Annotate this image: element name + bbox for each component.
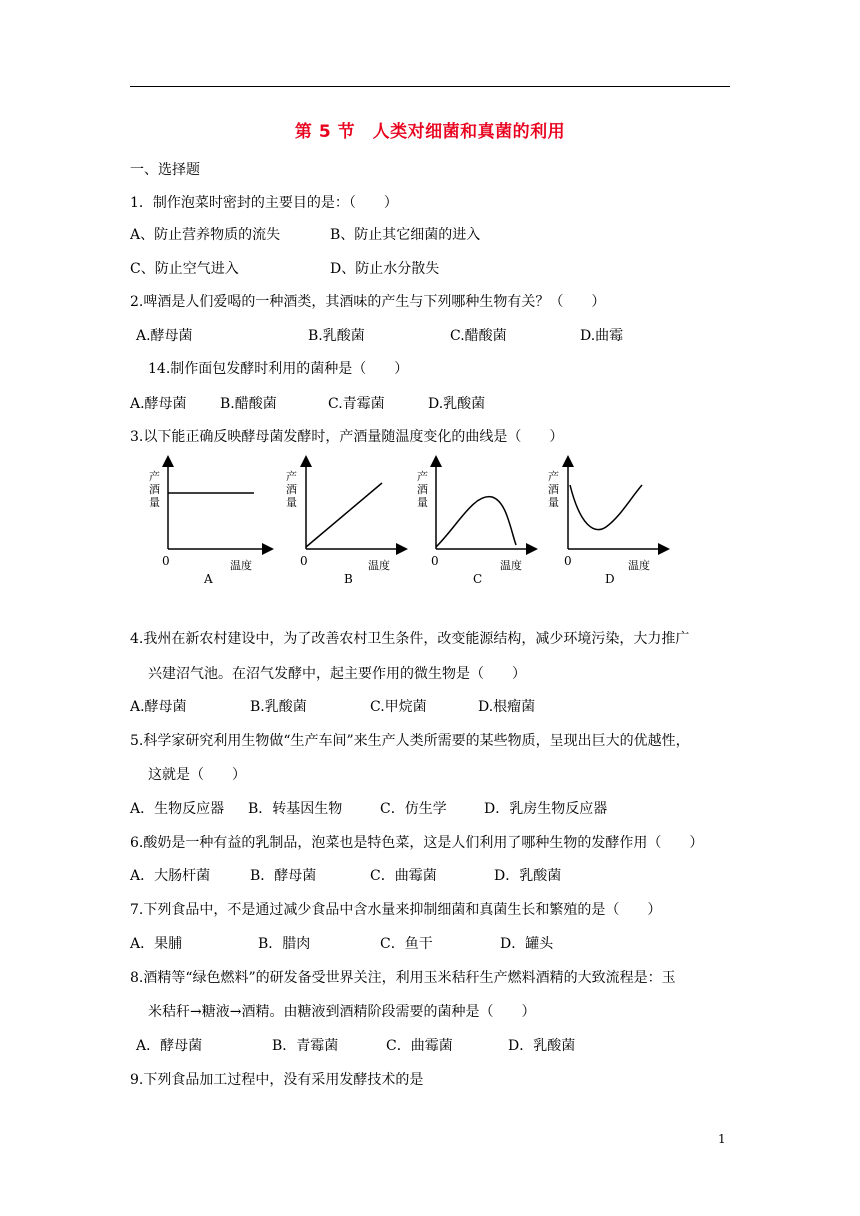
question-8-option-b: B．青霉菌 [272,1038,339,1054]
question-2-option-d: D.曲霉 [580,328,624,344]
question-1-option-c: C、防止空气进入 [130,261,239,277]
graph-a-origin: 0 [162,554,170,568]
header-rule [130,86,730,87]
graph-a-ylabel-1: 产 [149,470,160,483]
graph-b [286,461,402,586]
question-7-stem: 7.下列食品中，不是通过减少食品中含水量来抑制细菌和真菌生长和繁殖的是（ ） [130,902,662,918]
question-1-stem: 1．制作泡菜时密封的主要目的是：（ ） [130,195,398,211]
graph-a-xlabel: 温度 [230,559,252,572]
graph-c-ylabel-2: 酒 [417,483,428,496]
question-6-option-b: B．酵母菌 [250,868,317,884]
graph-b-ylabel-1: 产 [286,470,297,483]
question-2-option-a: A.酵母菌 [136,328,193,344]
graph-d-origin: 0 [564,554,572,568]
question-5-stem-line-2: 这就是（ ） [148,767,246,783]
graph-a-ylabel-2: 酒 [149,483,160,496]
question-8-option-a: A．酵母菌 [136,1038,203,1054]
graph-d-letter: D [605,572,615,586]
graph-c-origin: 0 [431,554,439,568]
question-14-stem: 14.制作面包发酵时利用的菌种是（ ） [148,361,409,377]
question-2-option-b: B.乳酸菌 [308,328,365,344]
graph-b-origin: 0 [300,554,308,568]
question-6-option-a: A．大肠杆菌 [130,868,211,884]
question-5-option-c: C．仿生学 [380,801,447,817]
question-7-option-b: B．腊肉 [258,936,311,952]
graph-c-letter: C [473,572,483,586]
graph-d-xlabel: 温度 [628,559,650,572]
question-4-stem-line-2: 兴建沼气池。在沼气发酵中，起主要作用的微生物是（ ） [148,666,526,682]
graph-b-curve [306,483,382,547]
question-1-option-a: A、防止营养物质的流失 [130,227,281,243]
question-3-stem: 3.以下能正确反映酵母菌发酵时，产酒量随温度变化的曲线是（ ） [130,429,564,445]
question-1-option-b: B、防止其它细菌的进入 [330,227,481,243]
question-6-option-c: C．曲霉菌 [370,868,437,884]
question-7-option-c: C．鱼干 [380,936,433,952]
question-4-option-d: D.根瘤菌 [478,699,536,715]
question-2-option-c: C.醋酸菌 [450,328,507,344]
question-5-option-b: B．转基因生物 [248,801,343,817]
question-4-option-b: B.乳酸菌 [250,699,307,715]
question-9-stem: 9.下列食品加工过程中，没有采用发酵技术的是 [130,1072,424,1088]
graph-b-letter: B [344,572,353,586]
graph-d-ylabel-1: 产 [548,470,559,483]
graph-c-xlabel: 温度 [500,559,522,572]
graph-c [417,461,532,586]
graph-a-ylabel-3: 量 [149,496,160,509]
question-14-option-a: A.酵母菌 [130,396,187,412]
graph-c-ylabel-1: 产 [417,470,428,483]
graph-a [149,461,268,586]
graph-d-ylabel-3: 量 [548,496,559,509]
question-5-option-d: D．乳房生物反应器 [484,801,608,817]
page-number: 1 [718,1132,726,1146]
question-8-stem-line-1: 8.酒精等“绿色燃料”的研发备受世界关注，利用玉米秸秆生产燃料酒精的大致流程是：玉 [130,970,676,986]
graph-d-ylabel-2: 酒 [548,483,559,496]
question-14-option-d: D.乳酸菌 [428,396,486,412]
graph-b-ylabel-3: 量 [286,496,297,509]
question-6-option-d: D．乳酸菌 [494,868,562,884]
question-5-option-a: A．生物反应器 [130,801,225,817]
graph-c-curve [436,497,516,547]
graph-d [548,461,664,586]
question-3-graphs [140,455,680,595]
question-14-option-b: B.醋酸菌 [220,396,277,412]
question-2-stem: 2.啤酒是人们爱喝的一种酒类，其酒味的产生与下列哪种生物有关？（ ） [130,294,606,310]
question-14-option-c: C.青霉菌 [328,396,385,412]
graph-a-letter: A [204,572,213,586]
question-4-option-c: C.甲烷菌 [370,699,427,715]
graph-b-xlabel: 温度 [368,559,390,572]
question-8-option-d: D．乳酸菌 [508,1038,576,1054]
page-title: 第 5 节 人类对细菌和真菌的利用 [294,122,566,142]
graph-b-ylabel-2: 酒 [286,483,297,496]
question-4-stem-line-1: 4.我州在新农村建设中，为了改善农村卫生条件，改变能源结构，减少环境污染，大力推广 [130,631,690,647]
question-4-option-a: A.酵母菌 [130,699,187,715]
section-heading: 一、选择题 [130,162,200,178]
question-6-stem: 6.酸奶是一种有益的乳制品，泡菜也是特色菜，这是人们利用了哪种生物的发酵作用（ ） [130,835,704,851]
graph-d-curve [570,485,642,530]
question-7-option-d: D．罐头 [500,936,554,952]
question-8-option-c: C．曲霉菌 [386,1038,453,1054]
question-5-stem-line-1: 5.科学家研究利用生物做“生产车间”来生产人类所需要的某些物质，呈现出巨大的优越性， [130,733,690,749]
question-8-stem-line-2: 米秸秆→糖液→酒精。由糖液到酒精阶段需要的菌种是（ ） [148,1004,536,1020]
question-7-option-a: A．果脯 [130,936,183,952]
graph-c-ylabel-3: 量 [417,496,428,509]
question-1-option-d: D、防止水分散失 [330,261,440,277]
